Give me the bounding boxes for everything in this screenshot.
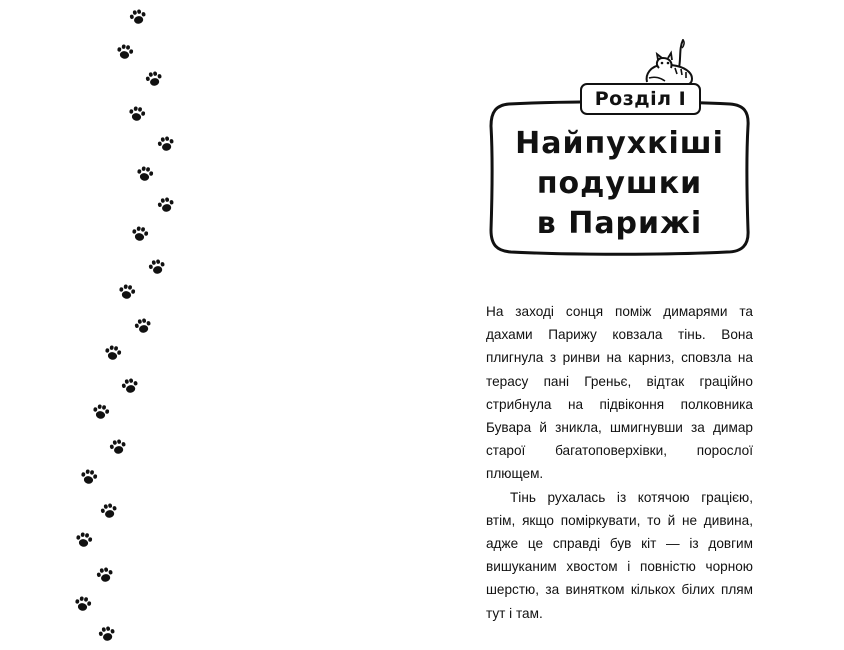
body-text	[486, 300, 753, 625]
paw-print-icon	[127, 105, 148, 124]
chapter-title	[487, 124, 752, 244]
paw-print-icon	[115, 43, 136, 62]
paragraph-2: Тінь рухалась із котячою грацією, втім, якщо поміркувати, то й не дивина, адже це справді був кіт — із довгим вишуканим хвостом і повністю чорною шерстю, за винятком кількох білих плям тут і там.	[486, 489, 753, 621]
paw-print-icon	[117, 283, 138, 302]
paragraph-1: На заході сонця поміж димарями та дахами Парижу ковзала тінь. Вона плигнула з ринви на карниз, сповзла на терасу пані Греньє, відтак граційно стрибнула на підвіконня полковника Бувара й зникла, шмигнувши за димар старої багатоповерхівки, порослої плющем.	[486, 304, 753, 482]
paw-print-icon	[79, 468, 100, 487]
paw-print-icon	[156, 134, 177, 153]
paw-print-icon	[99, 501, 120, 520]
paw-print-icon	[147, 257, 168, 276]
paw-print-icon	[144, 69, 165, 88]
paw-print-icon	[95, 565, 116, 584]
paw-print-icon	[135, 165, 156, 184]
chapter-label: Розділ І	[580, 83, 701, 115]
chapter-title-line-1: Найпухкіші	[515, 126, 724, 161]
paw-print-icon	[156, 195, 177, 214]
paw-print-icon	[130, 225, 151, 244]
paw-print-icon	[91, 403, 112, 422]
paw-print-icon	[120, 376, 141, 395]
paw-print-icon	[73, 595, 94, 614]
chapter-header	[487, 88, 752, 256]
paw-print-icon	[133, 316, 154, 335]
cat-sketch-icon	[639, 38, 699, 86]
paw-print-icon	[97, 624, 118, 643]
chapter-title-line-2: подушки	[536, 166, 703, 201]
paw-print-icon	[108, 437, 129, 456]
paw-print-icon	[74, 531, 95, 550]
chapter-title-line-3: в Парижі	[536, 206, 703, 241]
paw-print-icon	[103, 344, 124, 363]
paw-print-icon	[128, 7, 149, 26]
